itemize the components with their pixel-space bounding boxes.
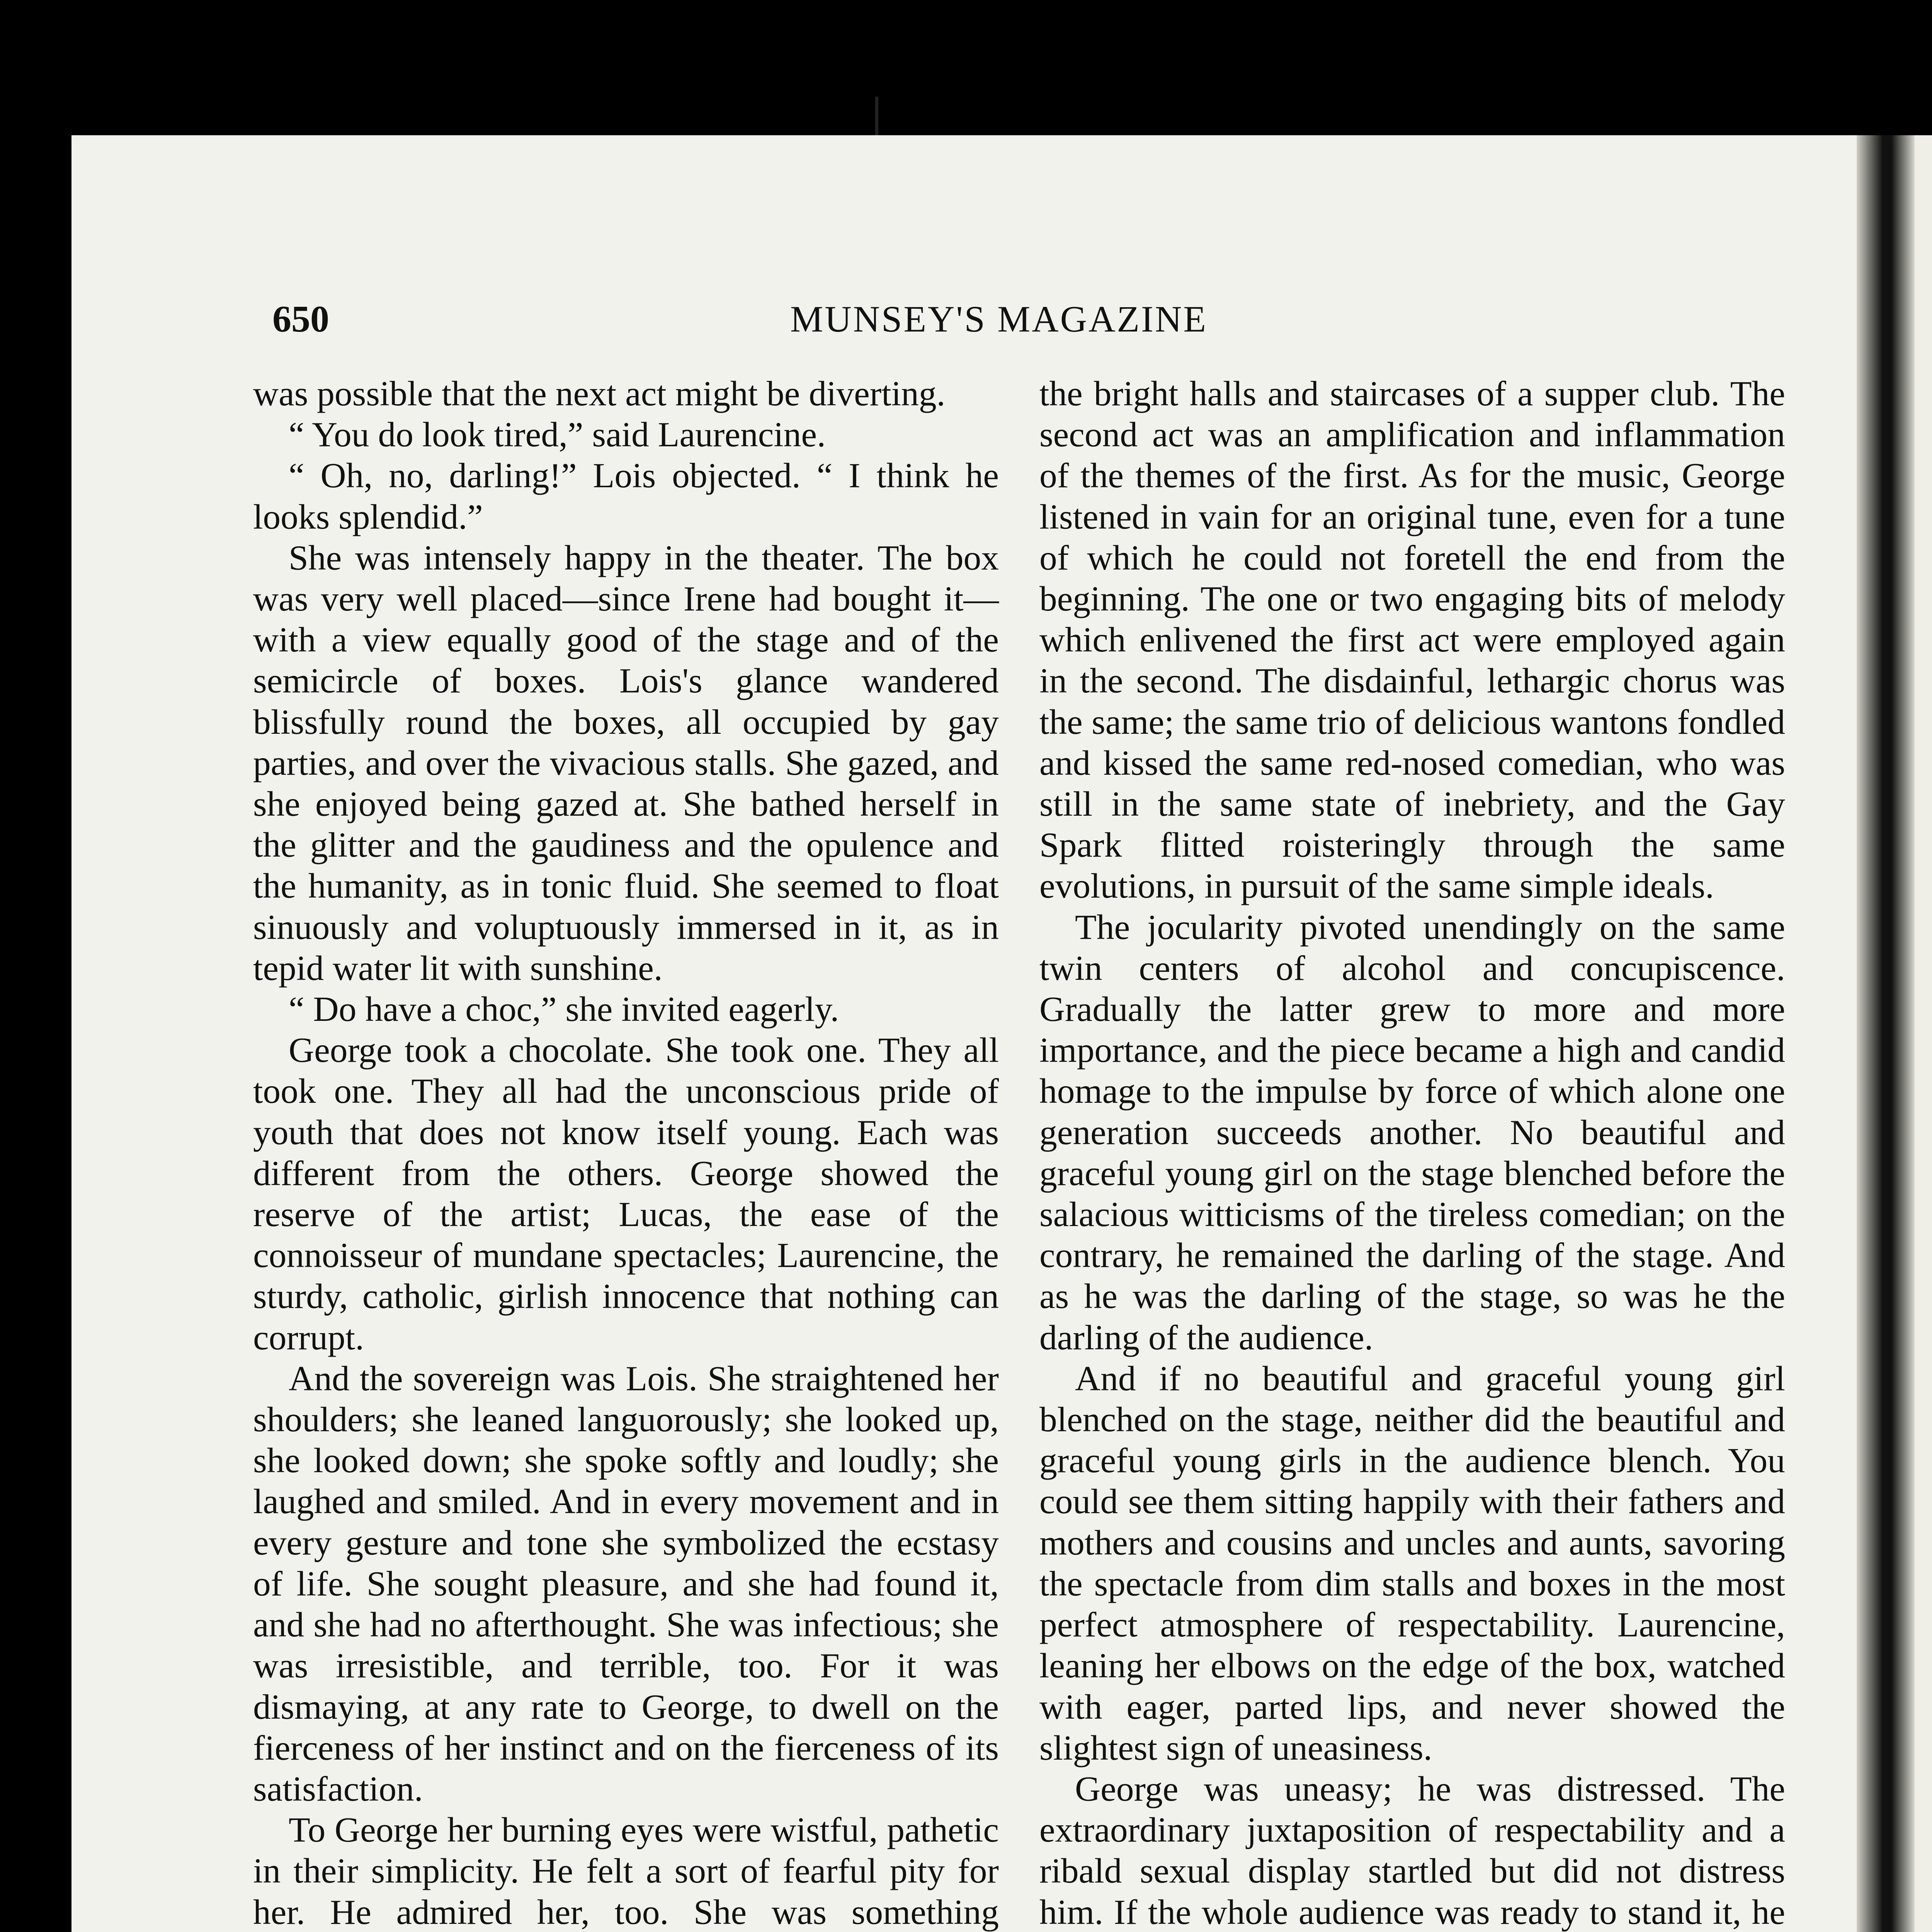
page-gutter xyxy=(1857,135,1915,1932)
paragraph: was possible that the next act might be diverting. xyxy=(253,374,946,413)
page-header xyxy=(272,298,1791,348)
right-column xyxy=(1039,373,1785,1932)
page-number: 650 xyxy=(272,298,329,340)
paragraph: the bright halls and staircases of a supper club. The second act was an amplification and inflammation of the themes of the first. As for the music, George listened in vain for an original tune, even for a tune of which he could not foretell the end from the beginning. The one or two engaging bits of melody which enlivened the first act were employed again in the second. The disdainful, lethargic chorus was the same; the same trio of delicious wantons fondled and kissed the same red-nosed comedian, who was still in the same state of inebriety, and the Gay Spark flitted roisteringly through the same evolutions, in pursuit of the same simple ideals. xyxy=(1039,374,1785,906)
next-page-edge xyxy=(1915,135,1932,1932)
left-column xyxy=(253,373,999,1932)
running-title: MUNSEY'S MAGAZINE xyxy=(790,298,1208,340)
paragraph: And the sovereign was Lois. She straightened her shoulders; she leaned languorously; she looked up, she looked down; she spoke softly and loudly; she laughed and smiled. And in every movement and in every gesture and tone she symbolized the ecstasy of life. She sought pleasure, and she had found it, and she had no afterthought. She was infectious; she was irresistible, and terrible, too. For it was dismaying, at any rate to George, to dwell on the fierceness of her instinct and on the fierceness of its satisfaction. xyxy=(253,1358,999,1808)
paragraph: “ Do have a choc,” she invited eagerly. xyxy=(289,989,839,1029)
paragraph: George took a chocolate. She took one. They all took one. They all had the unconscious pride of youth that does not know itself young. Each was different from the others. George showed the reserve of the artist; Lucas, the ease of the connoisseur of mundane spectacles; Laurencine, the sturdy, catholic, girlish innocence that nothing can corrupt. xyxy=(253,1030,999,1357)
paragraph: And if no beautiful and graceful young girl blenched on the stage, neither did the beautiful and graceful young girls in the audience blench. You could see them sitting happily with their fathers and mothers and cousins and uncles and aunts, savoring the spectacle from dim stalls and boxes in the most perfect atmosphere of respectability. Laurencine, leaning her elbows on the edge of the box, watched with eager, parted lips, and never showed the slightest sign of uneasiness. xyxy=(1039,1358,1785,1767)
paragraph: “ Oh, no, darling!” Lois objected. “ I think he looks splendid.” xyxy=(253,456,999,536)
paragraph: She was intensely happy in the theater. The box was very well placed—since Irene had bought it—with a view equally good of the stage and of the semicircle of boxes. Lois's glance wandered blissfully round the boxes, all occupied by gay parties, and over the vivacious stalls. She gazed, and she enjoyed being gazed at. She bathed herself in the glitter and the gaudiness and the opulence and the humanity, as in tonic fluid. She seemed to float sinuously and voluptuously immersed in it, as in tepid water lit with sunshine. xyxy=(253,537,999,988)
paragraph: George was uneasy; he was distressed. The extraordinary juxtaposition of respectability and a ribald sexual display startled but did not distress him. If the whole audience was ready to stand it, he xyxy=(1039,1769,1785,1932)
paragraph: The jocularity pivoted unendingly on the same twin centers of alcohol and concupiscence. Gradually the latter grew to more and more importance, and the piece became a high and candid homage to the impulse by force of which alone one generation succeeds another. No beautiful and graceful young girl on the stage blenched before the salacious witticisms of the tireless comedian; on the contrary, he remained the darling of the stage. And as he was the darling of the stage, so was he the darling of the audience. xyxy=(1039,907,1785,1357)
paragraph: “ You do look tired,” said Laurencine. xyxy=(289,415,826,454)
paragraph: To George her burning eyes were wistful, pathetic in their simplicity. He felt a sort of fearful pity for her. He admired her, too. She was something xyxy=(253,1810,999,1932)
